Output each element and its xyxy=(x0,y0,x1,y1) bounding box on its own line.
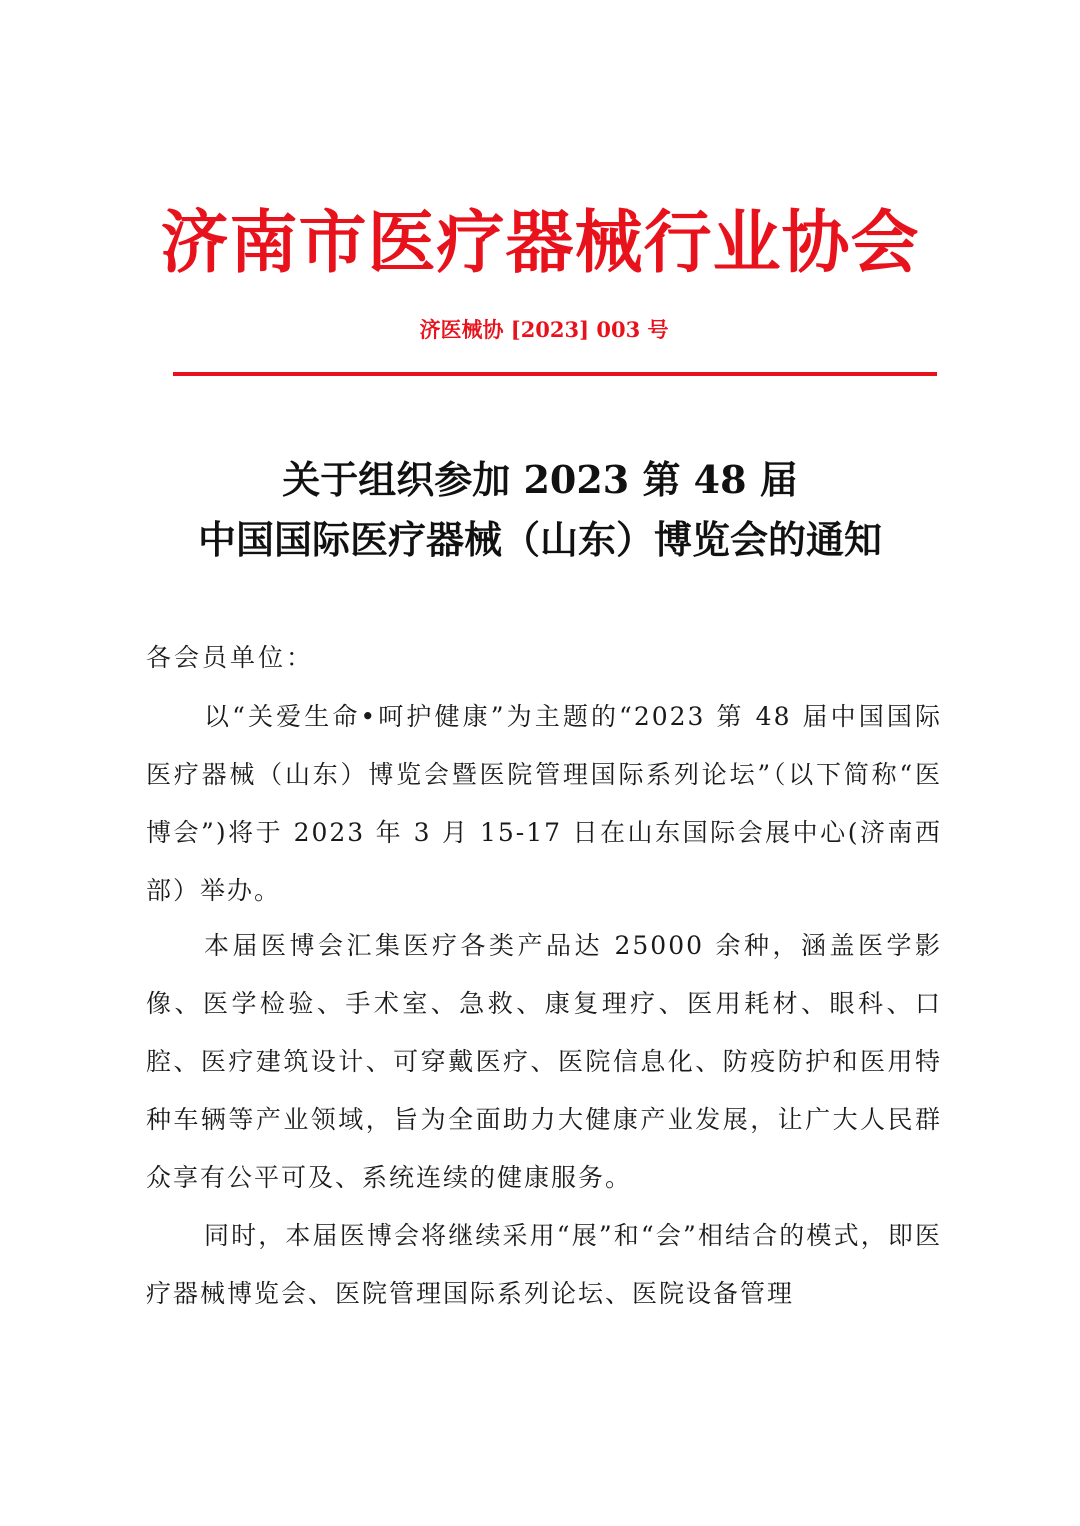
notice-title-line-2: 中国国际医疗器械（山东）博览会的通知 xyxy=(197,517,882,562)
notice-title-line-1: 关于组织参加 2023 第 48 届 xyxy=(282,457,798,502)
salutation: 各会员单位： xyxy=(146,643,315,672)
red-divider-line xyxy=(173,372,937,376)
organization-name: 济南市医疗器械行业协会 xyxy=(160,203,920,283)
document-number: 济医械协 [2023] 003 号 xyxy=(419,317,669,342)
body-paragraph-3: 同时，本届医博会将继续采用“展”和“会”相结合的模式，即医疗器械博览会、医院管理国际系列论坛、医院设备管理 xyxy=(146,1221,942,1308)
body-paragraph-2: 本届医博会汇集医疗各类产品达 25000 余种，涵盖医学影像、医学检验、手术室、急救、康复理疗、医用耗材、眼科、口腔、医疗建筑设计、可穿戴医疗、医院信息化、防疫防护和医用特种车辆等产业领域，旨为全面助力大健康产业发展，让广大人民群众享有公平可及、系统连续的健康服务。 xyxy=(146,931,942,1192)
body-paragraph-1: 以“关爱生命•呵护健康”为主题的“2023 第 48 届中国国际医疗器械（山东）博览会暨医院管理国际系列论坛”（以下简称“医博会”)将于 2023 年 3 月 15-17 日在山东国际会展中心(济南西部）举办。 xyxy=(146,702,942,905)
